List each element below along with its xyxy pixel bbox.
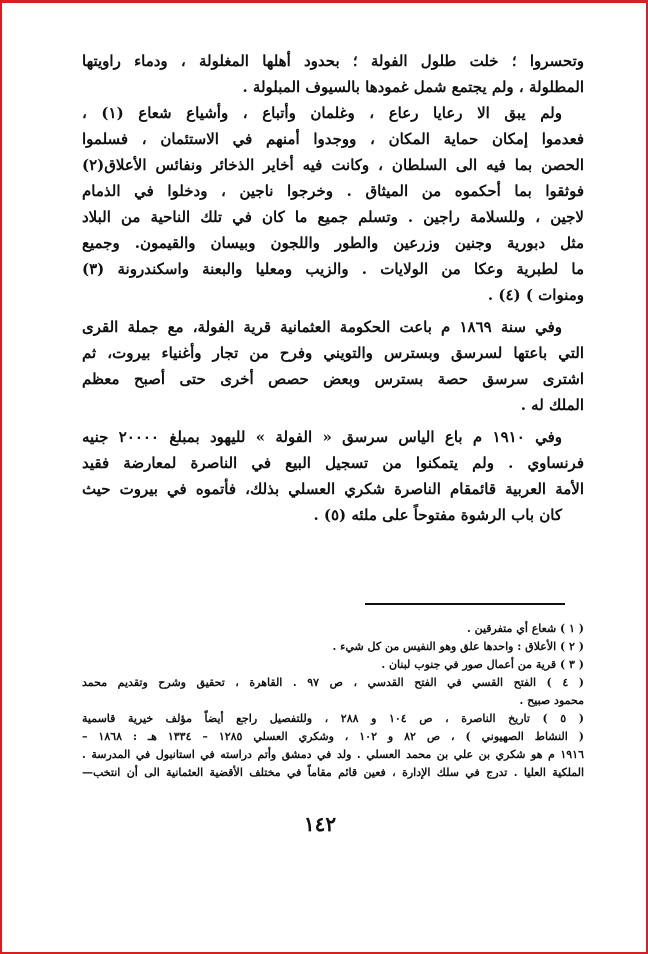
text-line: الحصن بما فيه الى السلطان ، وكانت فيه أخاير الذخائر ونفائس الأعلاق(٢) bbox=[82, 156, 584, 174]
footnote: ( ٤ ) الفتح القسي في الفتح القدسي ، ص ٩٧ . القاهرة ، تحقيق وشرح وتقديم محمد bbox=[82, 676, 584, 689]
text-line: الملك له . bbox=[520, 396, 584, 414]
footnote: ( ٣ ) قرية من أعمال صور في جنوب لبنان . bbox=[381, 658, 584, 671]
text-line: كان باب الرشوة مفتوحاً على ملئه (٥) . bbox=[313, 506, 562, 524]
footnote: الملكية العليا . تدرج في سلك الإدارة ، فعين قائم مقاماً في مختلف الأقضية العثمانية الى أن انتخب— bbox=[82, 766, 584, 779]
footnote: ١٩١٦ م هو شكري بن علي بن محمد العسلي . ولد في دمشق وأتم دراسته في استانبول في المدرسة . bbox=[82, 748, 584, 761]
text-line: فوثقوا بما أحكموه من الميثاق . وخرجوا ناجين ، ودخلوا في الذمام bbox=[82, 182, 584, 200]
page-number: ١٤٢ bbox=[303, 812, 337, 836]
text-line: المطلولة ، ولم يجتمع شمل غمودها بالسيوف المبلولة . bbox=[242, 78, 584, 96]
footnote: ( ٥ ) تاريخ الناصرة ، ص ١٠٤ و ٢٨٨ ، وللتفصيل راجع أيضاً مؤلف خيرية قاسمية bbox=[82, 712, 584, 725]
text-line: وفي ١٩١٠ م باع الياس سرسق « الفولة » لليهود بمبلغ ٢٠٠٠٠ جنيه bbox=[82, 428, 563, 446]
footnote: محمود صبيح . bbox=[519, 694, 584, 707]
footnote: ( النشاط الصهيوني ) ، ص ٨٢ و ١٠٢ ، وشكري العسلي ١٢٨٥ – ١٣٣٤ هـ : ١٨٦٨ – bbox=[82, 730, 584, 743]
text-line: ولم يبق الا رعايا رعاع ، وغلمان وأتباع ، وأشياع شعاع (١) ، bbox=[82, 104, 562, 122]
text-line: التي باعتها لسرسق وبسترس والتويني وفرح من تجار وأغنياء بيروت، ثم bbox=[82, 344, 584, 362]
text-line: فرنساوي . ولم يتمكنوا من تسجيل البيع في الناصرة لمعارضة فقيد bbox=[82, 454, 584, 472]
footnote: ( ٢ ) الأعلاق : واحدها علق وهو النفيس من كل شيء . bbox=[332, 640, 584, 653]
text-line: وفي سنة ١٨٦٩ م باعت الحكومة العثمانية قرية الفولة، مع جملة القرى bbox=[82, 318, 563, 336]
footnote: ( ١ ) شعاع أي متفرقين . bbox=[466, 622, 584, 635]
text-line: ومنوات ) (٤) . bbox=[487, 286, 584, 304]
text-line: ما لطبرية وعكا من الولايات . والزيب ومعليا والبعنة واسكندرونة (٣) bbox=[82, 260, 584, 278]
text-line: لاجين ، وللسلامة راجين . وتسلم جميع ما كان في تلك الناحية من البلاد bbox=[82, 208, 584, 226]
footnotes bbox=[82, 620, 584, 782]
text-line: اشترى سرسق حصة بسترس وبعض حصص أخرى حتى أصبح معظم bbox=[82, 370, 584, 388]
main-text bbox=[82, 48, 584, 528]
text-line: الأمة العربية قائمقام الناصرة شكري العسلي بذلك، فأتموه في بيروت حيث bbox=[82, 480, 584, 498]
footnote-separator bbox=[365, 603, 565, 605]
text-line: وتحسروا ؛ خلت طلول الفولة ؛ بحدود أهلها المغلولة ، ودماء راويتها bbox=[82, 52, 584, 70]
text-line: فعدموا إمكان حماية المكان ، ووجدوا أمنهم في الاستئمان ، فسلموا bbox=[82, 130, 584, 148]
text-line: مثل دبورية وجنين وزرعين والطور واللجون وبيسان والقيمون. وجميع bbox=[82, 234, 584, 252]
